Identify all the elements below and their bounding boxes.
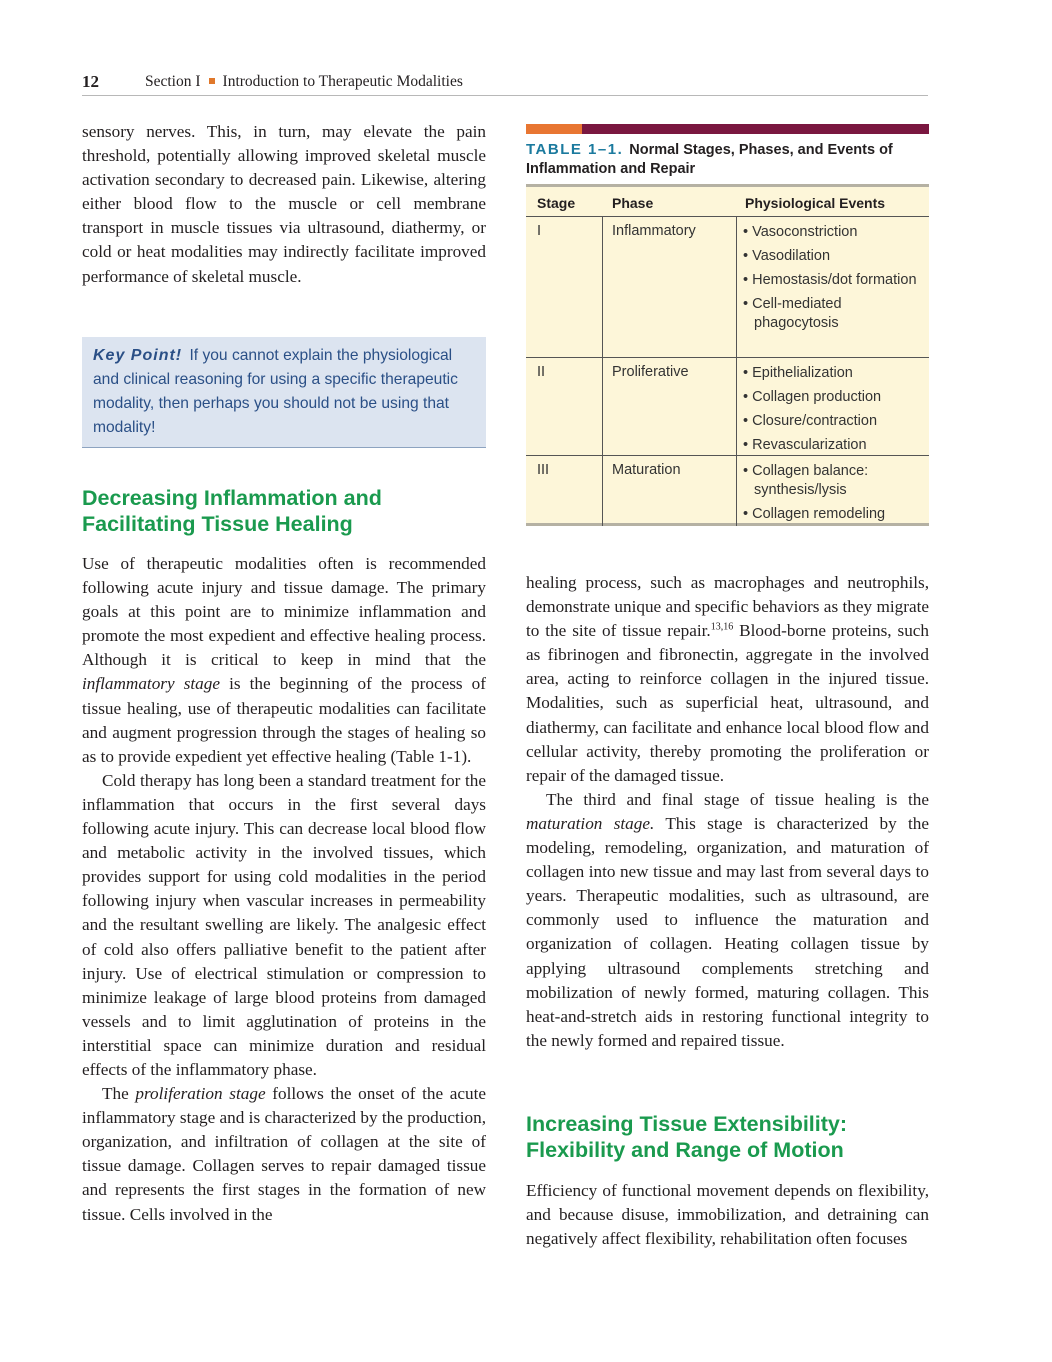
section-label: Section I: [145, 73, 201, 90]
paragraph-inflammatory: Use of therapeutic modalities often is recommended following acute injury and tissue damage. The primary goals at this point are to minimize inflammation and promote the most expedient and effective healing process. Although it is critical to keep in mind that the inflammatory stage is the beginning of the process of tissue healing, use of therapeutic modalities can facilitate and augment progression through the stages of healing so as to provide expedient yet effective healing (Table 1-1).: [82, 554, 487, 766]
header-stage: Stage: [537, 195, 576, 211]
table-bar-maroon: [582, 124, 929, 134]
event-item: • Vasoconstriction: [743, 224, 858, 240]
paragraph-healing-cells: healing process, such as macrophages and neutrophils, demonstrate unique and specific behaviors as they migrate to the site of tissue repair.$^{13,16}$ Blood-borne proteins, such as fibrinogen and fibronectin, aggregate in the involved area, acting to reinforce collagen in the injured tissue. Modalities, such as superficial heat, ultrasound, and diathermy, can facilitate and enhance local blood flow and cellular activity, thereby promoting the proliferation or repair of the damaged tissue.: [526, 573, 930, 785]
header-bullet-icon: [209, 78, 215, 84]
phase-cell: Inflammatory: [612, 223, 696, 239]
term-proliferation-stage: proliferation stage: [135, 1084, 266, 1104]
event-item: • Collagen balance: synthesis/lysis: [743, 463, 869, 498]
event-item: • Hemostasis/dot formation: [743, 272, 917, 288]
table-row: [526, 456, 929, 526]
events-list: [743, 223, 923, 338]
key-point-text: If you cannot explain the physiological and clinical reasoning for using a specific therapeutic modality, then perhaps you should not be using that modality!: [93, 347, 458, 436]
table-divider: [736, 217, 737, 526]
section-heading-extensibility: Increasing Tissue Extensibility: Flexibility and Range of Motion: [526, 1112, 848, 1162]
phase-cell: Maturation: [612, 462, 681, 478]
header-events: Physiological Events: [745, 195, 886, 211]
left-column-intro: [82, 120, 486, 289]
key-point-label: Key Point!: [93, 347, 183, 364]
paragraph-maturation: The third and final stage of tissue healing is the maturation stage. This stage is characterized by the modeling, remodeling, organization, and maturation of collagen into new tissue and may last from several days to years. Therapeutic modalities, such as ultrasound, are commonly used to influence the maturation and organization of collagen. Heating collagen tissue by applying ultrasound complements stretching and mobilization of newly formed, maturing collagen. This heat-and-stretch aids in restoring functional integrity to the newly formed and repaired tissue.: [526, 789, 929, 1050]
event-item: • Cell-mediated phagocytosis: [743, 296, 842, 331]
term-maturation-stage: maturation stage.: [526, 813, 655, 833]
table-bar-orange: [526, 124, 582, 134]
event-item: • Vasodilation: [743, 248, 831, 264]
stage-cell: II: [537, 364, 546, 380]
left-column-body: [82, 552, 486, 1227]
header-rule: [82, 95, 928, 96]
paragraph-flexibility: Efficiency of functional movement depends on flexibility, and because disuse, immobilization, and detraining can negatively affect flexibility, rehabilitation often focuses: [526, 1181, 929, 1249]
table-color-bar: [526, 124, 929, 134]
events-list: [743, 364, 923, 460]
event-item: • Collagen production: [743, 389, 882, 405]
event-item: • Revascularization: [743, 437, 867, 453]
right-column-flexibility: [526, 1179, 929, 1251]
section-heading-inflammation: Decreasing Inflammation and Facilitating Tissue Healing: [82, 486, 382, 536]
book-title: Introduction to Therapeutic Modalities: [222, 73, 463, 90]
term-inflammatory-stage: inflammatory stage: [82, 674, 220, 694]
running-header: [82, 72, 928, 96]
intro-paragraph: sensory nerves. This, in turn, may elevate the pain threshold, potentially allowing improved skeletal muscle activation secondary to decreased pain. Likewise, altering either blood flow to the muscle or cell membrane transport in muscle tissues via ultrasound, diathermy, or cold or heat modalities may indirectly facilitate improved performance of skeletal muscle.: [82, 122, 486, 286]
table-title: Normal Stages, Phases, and Events of Inflammation and Repair: [526, 142, 893, 177]
stage-cell: III: [537, 462, 550, 478]
paragraph-proliferation: The proliferation stage follows the onset of the acute inflammatory stage and is characterized by the production, organization, and infiltration of collagen at the site of tissue damage. Collagen serves to repair damaged tissue and represents the first stages in the formation of new tissue. Cells involved in the: [82, 1084, 486, 1224]
table-row: [526, 358, 929, 456]
citation: 13,16: [710, 621, 734, 633]
phase-cell: Proliferative: [612, 364, 689, 380]
paragraph-cold-therapy: Cold therapy has long been a standard treatment for the inflammation that occurs in the first several days following acute injury. This can decrease local blood flow and metabolic activity in the involved tissues, which provides support for using cold modalities in the period following injury when vascular increases in permeability and the resultant swelling are likely. The analgesic effect of cold also offers palliative benefit to the patient after injury. Use of electrical stimulation or compression to minimize leakage of large blood proteins from damaged vessels and to limit agglutination of proteins in the interstitial space can minimize duration and residual effects of the inflammatory phase.: [82, 770, 486, 1079]
table-row: [526, 217, 929, 358]
table-header-row: [526, 187, 929, 217]
event-item: • Closure/contraction: [743, 413, 878, 429]
stage-cell: I: [537, 223, 542, 239]
key-point-box: [82, 337, 486, 448]
stages-table: [526, 184, 929, 526]
event-item: • Epithelialization: [743, 365, 853, 381]
right-column-body: [526, 571, 929, 1053]
running-title: [145, 73, 463, 91]
event-item: • Collagen remodeling: [743, 505, 886, 522]
header-phase: Phase: [612, 195, 654, 211]
page-number: 12: [82, 72, 99, 91]
table-number: TABLE 1–1.: [526, 141, 624, 158]
events-list: [743, 462, 923, 529]
table-divider: [602, 217, 603, 526]
table-caption: [526, 140, 929, 179]
